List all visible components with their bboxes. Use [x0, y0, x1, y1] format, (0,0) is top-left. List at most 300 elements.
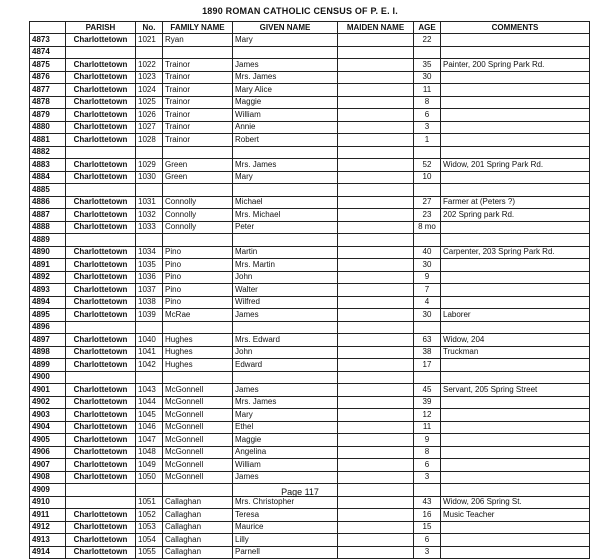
maiden-name-cell	[338, 246, 414, 259]
parish-cell: Charlottetown	[66, 196, 136, 209]
family-name-cell: Pino	[163, 284, 233, 297]
age-cell	[414, 184, 441, 197]
row-number-cell: 4911	[30, 509, 66, 522]
table-row	[30, 284, 590, 297]
no-cell: 1024	[136, 84, 163, 97]
comments-cell: Carpenter, 203 Spring Park Rd.	[441, 246, 590, 259]
comments-cell	[441, 34, 590, 47]
family-name-cell	[163, 46, 233, 59]
comments-cell: Widow, 206 Spring St.	[441, 496, 590, 509]
no-cell: 1042	[136, 359, 163, 372]
given-name-cell: Angelina	[233, 446, 338, 459]
row-number-cell: 4904	[30, 421, 66, 434]
page-title: 1890 ROMAN CATHOLIC CENSUS OF P. E. I.	[202, 6, 398, 16]
comments-cell: Music Teacher	[441, 509, 590, 522]
age-cell: 30	[414, 259, 441, 272]
maiden-name-cell	[338, 321, 414, 334]
maiden-name-cell	[338, 334, 414, 347]
no-cell: 1031	[136, 196, 163, 209]
given-name-cell	[233, 371, 338, 384]
header-maiden-name: MAIDEN NAME	[338, 22, 414, 34]
table-row	[30, 471, 590, 484]
given-name-cell: Edward	[233, 359, 338, 372]
given-name-cell: Robert	[233, 134, 338, 147]
family-name-cell: Green	[163, 171, 233, 184]
age-cell: 3	[414, 546, 441, 559]
age-cell: 63	[414, 334, 441, 347]
comments-cell	[441, 371, 590, 384]
age-cell: 1	[414, 134, 441, 147]
maiden-name-cell	[338, 371, 414, 384]
no-cell: 1052	[136, 509, 163, 522]
family-name-cell: Hughes	[163, 359, 233, 372]
age-cell: 7	[414, 284, 441, 297]
row-number-cell: 4884	[30, 171, 66, 184]
table-row	[30, 321, 590, 334]
row-number-cell: 4892	[30, 271, 66, 284]
comments-cell	[441, 271, 590, 284]
parish-cell	[66, 371, 136, 384]
given-name-cell: John	[233, 346, 338, 359]
census-table	[29, 21, 590, 559]
given-name-cell: Lilly	[233, 534, 338, 547]
maiden-name-cell	[338, 196, 414, 209]
row-number-cell: 4914	[30, 546, 66, 559]
no-cell: 1043	[136, 384, 163, 397]
no-cell: 1040	[136, 334, 163, 347]
no-cell: 1032	[136, 209, 163, 222]
no-cell: 1039	[136, 309, 163, 322]
row-number-cell: 4912	[30, 521, 66, 534]
no-cell: 1030	[136, 171, 163, 184]
parish-cell: Charlottetown	[66, 71, 136, 84]
given-name-cell: James	[233, 384, 338, 397]
age-cell: 11	[414, 421, 441, 434]
age-cell: 52	[414, 159, 441, 172]
maiden-name-cell	[338, 71, 414, 84]
no-cell	[136, 184, 163, 197]
header-comments: COMMENTS	[441, 22, 590, 34]
table-row	[30, 534, 590, 547]
row-number-cell: 4877	[30, 84, 66, 97]
age-cell: 38	[414, 346, 441, 359]
table-row	[30, 121, 590, 134]
comments-cell	[441, 109, 590, 122]
family-name-cell: Pino	[163, 271, 233, 284]
comments-cell	[441, 409, 590, 422]
row-number-cell: 4878	[30, 96, 66, 109]
table-row	[30, 409, 590, 422]
maiden-name-cell	[338, 346, 414, 359]
no-cell: 1050	[136, 471, 163, 484]
parish-cell	[66, 321, 136, 334]
no-cell: 1025	[136, 96, 163, 109]
no-cell: 1054	[136, 534, 163, 547]
row-number-cell: 4886	[30, 196, 66, 209]
parish-cell: Charlottetown	[66, 359, 136, 372]
given-name-cell: Annie	[233, 121, 338, 134]
comments-cell	[441, 546, 590, 559]
no-cell: 1023	[136, 71, 163, 84]
no-cell: 1036	[136, 271, 163, 284]
table-row	[30, 509, 590, 522]
parish-cell: Charlottetown	[66, 271, 136, 284]
row-number-cell: 4890	[30, 246, 66, 259]
family-name-cell: Connolly	[163, 221, 233, 234]
row-number-cell: 4881	[30, 134, 66, 147]
family-name-cell: Trainor	[163, 121, 233, 134]
family-name-cell: Ryan	[163, 34, 233, 47]
maiden-name-cell	[338, 496, 414, 509]
comments-cell: Widow, 201 Spring Park Rd.	[441, 159, 590, 172]
maiden-name-cell	[338, 134, 414, 147]
given-name-cell: Wilfred	[233, 296, 338, 309]
given-name-cell: James	[233, 59, 338, 72]
given-name-cell: Parnell	[233, 546, 338, 559]
maiden-name-cell	[338, 446, 414, 459]
parish-cell: Charlottetown	[66, 396, 136, 409]
family-name-cell: Hughes	[163, 346, 233, 359]
table-row	[30, 209, 590, 222]
table-row	[30, 359, 590, 372]
row-number-cell: 4909	[30, 484, 66, 497]
given-name-cell: Maggie	[233, 96, 338, 109]
parish-cell: Charlottetown	[66, 209, 136, 222]
age-cell	[414, 371, 441, 384]
row-number-cell: 4888	[30, 221, 66, 234]
given-name-cell: Mrs. Christopher	[233, 496, 338, 509]
parish-cell: Charlottetown	[66, 434, 136, 447]
no-cell: 1033	[136, 221, 163, 234]
header-parish: PARISH	[66, 22, 136, 34]
comments-cell	[441, 234, 590, 247]
comments-cell	[441, 359, 590, 372]
maiden-name-cell	[338, 171, 414, 184]
family-name-cell: Trainor	[163, 71, 233, 84]
family-name-cell	[163, 321, 233, 334]
no-cell: 1048	[136, 446, 163, 459]
maiden-name-cell	[338, 521, 414, 534]
parish-cell: Charlottetown	[66, 34, 136, 47]
family-name-cell: McGonnell	[163, 409, 233, 422]
row-number-cell: 4895	[30, 309, 66, 322]
table-row	[30, 96, 590, 109]
family-name-cell: Trainor	[163, 96, 233, 109]
age-cell	[414, 146, 441, 159]
maiden-name-cell	[338, 184, 414, 197]
maiden-name-cell	[338, 359, 414, 372]
parish-cell: Charlottetown	[66, 84, 136, 97]
header-family-name: FAMILY NAME	[163, 22, 233, 34]
comments-cell: Widow, 204	[441, 334, 590, 347]
maiden-name-cell	[338, 546, 414, 559]
table-row	[30, 296, 590, 309]
family-name-cell: Trainor	[163, 59, 233, 72]
maiden-name-cell	[338, 121, 414, 134]
given-name-cell: John	[233, 271, 338, 284]
row-number-cell: 4913	[30, 534, 66, 547]
table-row	[30, 59, 590, 72]
no-cell: 1038	[136, 296, 163, 309]
row-number-cell: 4876	[30, 71, 66, 84]
parish-cell	[66, 46, 136, 59]
age-cell: 39	[414, 396, 441, 409]
maiden-name-cell	[338, 221, 414, 234]
no-cell: 1055	[136, 546, 163, 559]
given-name-cell: Mary	[233, 409, 338, 422]
parish-cell: Charlottetown	[66, 109, 136, 122]
maiden-name-cell	[338, 159, 414, 172]
parish-cell: Charlottetown	[66, 384, 136, 397]
maiden-name-cell	[338, 59, 414, 72]
maiden-name-cell	[338, 109, 414, 122]
table-row	[30, 221, 590, 234]
no-cell: 1035	[136, 259, 163, 272]
no-cell: 1046	[136, 421, 163, 434]
no-cell: 1029	[136, 159, 163, 172]
family-name-cell: Pino	[163, 296, 233, 309]
no-cell: 1028	[136, 134, 163, 147]
comments-cell	[441, 446, 590, 459]
comments-cell: Laborer	[441, 309, 590, 322]
no-cell: 1041	[136, 346, 163, 359]
given-name-cell: James	[233, 309, 338, 322]
given-name-cell: Martin	[233, 246, 338, 259]
no-cell: 1051	[136, 496, 163, 509]
comments-cell	[441, 171, 590, 184]
maiden-name-cell	[338, 146, 414, 159]
parish-cell: Charlottetown	[66, 346, 136, 359]
table-row	[30, 84, 590, 97]
age-cell: 35	[414, 59, 441, 72]
table-row	[30, 196, 590, 209]
parish-cell: Charlottetown	[66, 134, 136, 147]
age-cell: 6	[414, 534, 441, 547]
table-row	[30, 34, 590, 47]
row-number-cell: 4897	[30, 334, 66, 347]
family-name-cell: McGonnell	[163, 421, 233, 434]
maiden-name-cell	[338, 96, 414, 109]
given-name-cell	[233, 234, 338, 247]
row-number-cell: 4882	[30, 146, 66, 159]
no-cell	[136, 371, 163, 384]
given-name-cell: Michael	[233, 196, 338, 209]
row-number-cell: 4898	[30, 346, 66, 359]
family-name-cell: McGonnell	[163, 396, 233, 409]
parish-cell: Charlottetown	[66, 521, 136, 534]
family-name-cell: McGonnell	[163, 434, 233, 447]
census-body	[30, 34, 590, 559]
table-row	[30, 384, 590, 397]
family-name-cell: Connolly	[163, 209, 233, 222]
maiden-name-cell	[338, 471, 414, 484]
table-row	[30, 109, 590, 122]
parish-cell: Charlottetown	[66, 334, 136, 347]
family-name-cell: Callaghan	[163, 546, 233, 559]
row-number-cell: 4885	[30, 184, 66, 197]
no-cell: 1026	[136, 109, 163, 122]
maiden-name-cell	[338, 409, 414, 422]
comments-cell	[441, 259, 590, 272]
header-row	[30, 22, 590, 34]
comments-cell	[441, 121, 590, 134]
family-name-cell	[163, 371, 233, 384]
parish-cell: Charlottetown	[66, 309, 136, 322]
given-name-cell: Ethel	[233, 421, 338, 434]
family-name-cell: Pino	[163, 246, 233, 259]
table-row	[30, 234, 590, 247]
parish-cell: Charlottetown	[66, 471, 136, 484]
given-name-cell: Peter	[233, 221, 338, 234]
table-row	[30, 546, 590, 559]
row-number-cell: 4891	[30, 259, 66, 272]
age-cell: 16	[414, 509, 441, 522]
parish-cell: Charlottetown	[66, 121, 136, 134]
row-number-cell: 4903	[30, 409, 66, 422]
maiden-name-cell	[338, 271, 414, 284]
table-row	[30, 134, 590, 147]
table-row	[30, 146, 590, 159]
maiden-name-cell	[338, 34, 414, 47]
given-name-cell: William	[233, 109, 338, 122]
age-cell	[414, 234, 441, 247]
table-row	[30, 496, 590, 509]
age-cell: 12	[414, 409, 441, 422]
header-given-name: GIVEN NAME	[233, 22, 338, 34]
comments-cell	[441, 84, 590, 97]
given-name-cell: Mrs. Michael	[233, 209, 338, 222]
parish-cell: Charlottetown	[66, 221, 136, 234]
age-cell: 3	[414, 121, 441, 134]
parish-cell: Charlottetown	[66, 546, 136, 559]
comments-cell	[441, 184, 590, 197]
table-row	[30, 171, 590, 184]
age-cell: 17	[414, 359, 441, 372]
comments-cell	[441, 459, 590, 472]
maiden-name-cell	[338, 459, 414, 472]
age-cell: 8	[414, 446, 441, 459]
table-row	[30, 459, 590, 472]
row-number-cell: 4902	[30, 396, 66, 409]
maiden-name-cell	[338, 84, 414, 97]
no-cell: 1047	[136, 434, 163, 447]
given-name-cell	[233, 146, 338, 159]
header-no: No.	[136, 22, 163, 34]
age-cell: 8 mo	[414, 221, 441, 234]
given-name-cell	[233, 321, 338, 334]
comments-cell: Painter, 200 Spring Park Rd.	[441, 59, 590, 72]
family-name-cell	[163, 146, 233, 159]
row-number-cell: 4894	[30, 296, 66, 309]
maiden-name-cell	[338, 309, 414, 322]
age-cell: 9	[414, 271, 441, 284]
table-row	[30, 396, 590, 409]
comments-cell	[441, 221, 590, 234]
header-age: AGE	[414, 22, 441, 34]
family-name-cell: Trainor	[163, 134, 233, 147]
age-cell: 3	[414, 471, 441, 484]
given-name-cell: Maggie	[233, 434, 338, 447]
row-number-cell: 4899	[30, 359, 66, 372]
comments-cell: Truckman	[441, 346, 590, 359]
family-name-cell: McGonnell	[163, 446, 233, 459]
age-cell: 6	[414, 109, 441, 122]
age-cell	[414, 46, 441, 59]
given-name-cell: Mary Alice	[233, 84, 338, 97]
given-name-cell: Mrs. Martin	[233, 259, 338, 272]
age-cell: 11	[414, 84, 441, 97]
parish-cell	[66, 184, 136, 197]
given-name-cell: William	[233, 459, 338, 472]
given-name-cell	[233, 46, 338, 59]
no-cell: 1053	[136, 521, 163, 534]
comments-cell	[441, 396, 590, 409]
row-number-cell: 4905	[30, 434, 66, 447]
age-cell: 22	[414, 34, 441, 47]
table-row	[30, 184, 590, 197]
table-row	[30, 271, 590, 284]
comments-cell	[441, 471, 590, 484]
parish-cell: Charlottetown	[66, 446, 136, 459]
age-cell: 9	[414, 434, 441, 447]
age-cell: 8	[414, 96, 441, 109]
parish-cell: Charlottetown	[66, 534, 136, 547]
given-name-cell: Maurice	[233, 521, 338, 534]
family-name-cell: McRae	[163, 309, 233, 322]
parish-cell: Charlottetown	[66, 509, 136, 522]
comments-cell	[441, 534, 590, 547]
age-cell: 6	[414, 459, 441, 472]
comments-cell	[441, 421, 590, 434]
family-name-cell: Callaghan	[163, 521, 233, 534]
no-cell	[136, 234, 163, 247]
comments-cell	[441, 434, 590, 447]
maiden-name-cell	[338, 296, 414, 309]
given-name-cell	[233, 184, 338, 197]
age-cell: 30	[414, 71, 441, 84]
age-cell	[414, 321, 441, 334]
table-row	[30, 246, 590, 259]
given-name-cell: Mary	[233, 171, 338, 184]
table-row	[30, 46, 590, 59]
given-name-cell: Mrs. James	[233, 71, 338, 84]
parish-cell: Charlottetown	[66, 159, 136, 172]
parish-cell: Charlottetown	[66, 259, 136, 272]
parish-cell: Charlottetown	[66, 284, 136, 297]
table-row	[30, 371, 590, 384]
given-name-cell: Mrs. James	[233, 396, 338, 409]
no-cell: 1022	[136, 59, 163, 72]
given-name-cell: Mrs. Edward	[233, 334, 338, 347]
given-name-cell: Teresa	[233, 509, 338, 522]
row-number-cell: 4908	[30, 471, 66, 484]
row-number-cell: 4880	[30, 121, 66, 134]
header-row-number	[30, 22, 66, 34]
no-cell: 1027	[136, 121, 163, 134]
parish-cell	[66, 234, 136, 247]
parish-cell: Charlottetown	[66, 296, 136, 309]
age-cell: 30	[414, 309, 441, 322]
row-number-cell: 4896	[30, 321, 66, 334]
comments-cell	[441, 284, 590, 297]
row-number-cell: 4887	[30, 209, 66, 222]
family-name-cell: Green	[163, 159, 233, 172]
age-cell: 45	[414, 384, 441, 397]
row-number-cell: 4906	[30, 446, 66, 459]
parish-cell: Charlottetown	[66, 171, 136, 184]
family-name-cell	[163, 184, 233, 197]
maiden-name-cell	[338, 46, 414, 59]
